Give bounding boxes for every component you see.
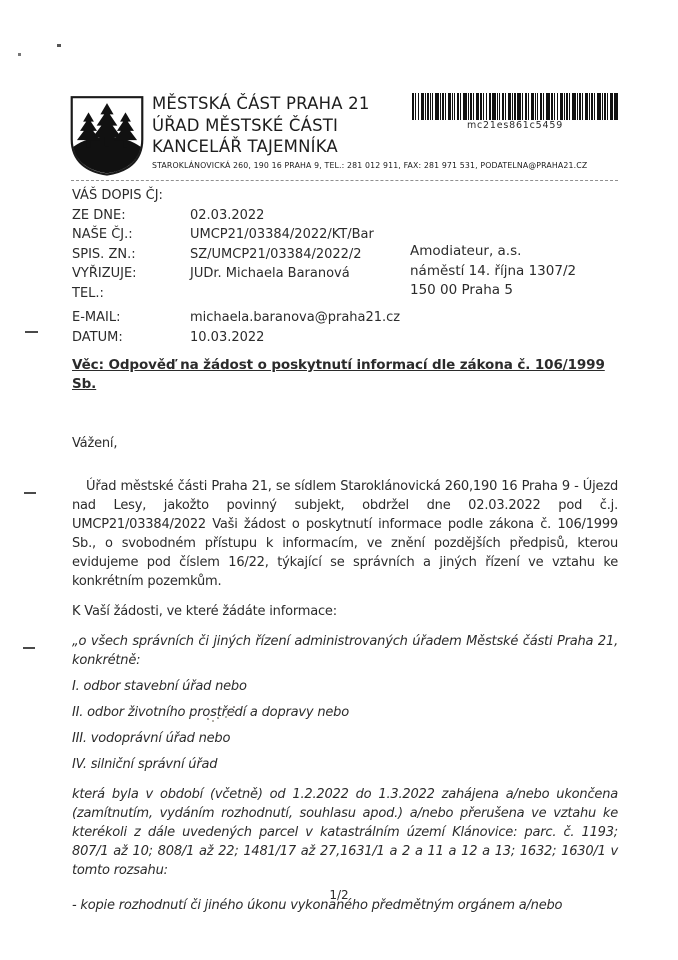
meta-label: VÁŠ DOPIS ČJ: [72, 188, 163, 203]
meta-value: SZ/UMCP21/03384/2022/2 [190, 246, 362, 262]
meta-row-datum [72, 328, 402, 348]
request-item-4: IV. silniční správní úřad [72, 757, 218, 772]
org-address-line: STAROKLÁNOVICKÁ 260, 190 16 PRAHA 9, TEL.: 281 012 911, FAX: 281 971 531, PODATELNA@PRAHA21.CZ [152, 161, 588, 170]
meta-label: VYŘIZUJE: [72, 266, 137, 281]
barcode [412, 93, 618, 131]
pencil-smudge [203, 706, 205, 708]
scan-speck [57, 44, 61, 47]
request-items-list [72, 677, 618, 774]
meta-label: TEL.: [72, 285, 104, 301]
meta-label: DATUM: [72, 329, 123, 345]
quote-request-scope-item: - kopie rozhodnutí či jiného úkonu vykonaného předmětným orgánem a/nebo [72, 898, 563, 913]
org-name-line3: KANCELÁŘ TAJEMNÍKA [152, 137, 338, 156]
meta-value: 02.03.2022 [190, 207, 265, 223]
meta-row-spis-zn [72, 245, 402, 265]
recipient-address [410, 242, 576, 301]
meta-row-vas-dopis [72, 186, 402, 206]
meta-label: E-MAIL: [72, 310, 121, 325]
quote-request-intro: „o všech správních či jiných řízení administrovaných úřadem Městské části Praha 21, konkrétně: [72, 634, 618, 668]
subject-line: Věc: Odpověď na žádost o poskytnutí informací dle zákona č. 106/1999 Sb. [72, 357, 605, 392]
recipient-name: Amodiateur, a.s. [410, 243, 522, 259]
letter-body [72, 356, 618, 915]
page-number: 1/2 [329, 888, 349, 902]
meta-label: ZE DNE: [72, 207, 126, 223]
org-name-line1: MĚSTSKÁ ČÁST PRAHA 21 [152, 94, 370, 113]
scan-speck [18, 53, 21, 56]
meta-row-nase-cj [72, 225, 402, 245]
request-item-3: III. vodoprávní úřad nebo [72, 731, 231, 746]
scan-fold-mark [24, 492, 36, 494]
header-divider [71, 180, 618, 181]
salutation: Vážení, [72, 436, 118, 451]
quote-request-period: která byla v období (včetně) od 1.2.2022 do 1.3.2022 zahájena a/nebo ukončena (zamítnutím, vydáním rozhodnutí, souhlasu apod.) a/nebo přerušena ve vztahu ke kterékoli z dále uvedených parcel v katastrálním území Klánovice: parc. č. 1193; 807/1 až 10; 808/1 až 22; 1481/17 až 27,1631/1 a 2 a 11 a 12 a 13; 1632; 1630/1 v tomto rozsahu: [72, 787, 618, 878]
org-name-line2: ÚŘAD MĚSTSKÉ ČÁSTI [152, 115, 339, 135]
meta-label: SPIS. ZN.: [72, 246, 136, 262]
meta-value: JUDr. Michaela Baranová [190, 266, 350, 281]
meta-value: 10.03.2022 [190, 329, 265, 345]
scan-fold-mark [23, 647, 35, 649]
meta-row-tel [72, 284, 402, 304]
meta-value: michaela.baranova@praha21.cz [190, 310, 401, 325]
paragraph-request-lead: K Vaší žádosti, ve které žádáte informace: [72, 604, 337, 619]
barcode-text: mc21es861c5459 [466, 120, 564, 131]
recipient-city: 150 00 Praha 5 [410, 282, 513, 298]
coat-of-arms-icon [64, 93, 150, 177]
meta-value: UMCP21/03384/2022/KT/Bar [190, 227, 374, 242]
request-item-1: I. odbor stavební úřad nebo [72, 679, 247, 694]
paragraph-intro: Úřad městské části Praha 21, se sídlem Staroklánovická 260,190 16 Praha 9 - Újezd nad Lesy, jakožto povinný subjekt, obdržel dne 02.03.2022 pod č.j. UMCP21/03384/2022 Vaši žádost o poskytnutí informace podle zákona č. 106/1999 Sb., o svobodném přístupu k informacím, ve znění pozdějších předpisů, kterou evidujeme pod číslem 16/22, týkající se správních a jiných řízení ve vztahu ke konkrétním pozemkům. [72, 479, 618, 589]
org-header [152, 93, 452, 158]
scan-fold-mark [25, 331, 38, 333]
meta-label: NAŠE ČJ.: [72, 227, 133, 242]
meta-row-vyrizuje [72, 264, 402, 284]
letter-metadata [72, 186, 402, 347]
meta-row-ze-dne [72, 206, 402, 226]
barcode-image [412, 93, 618, 120]
request-item-2: II. odbor životního prostředí a dopravy nebo [72, 705, 349, 720]
meta-row-email [72, 308, 402, 328]
recipient-street: náměstí 14. října 1307/2 [410, 262, 577, 279]
